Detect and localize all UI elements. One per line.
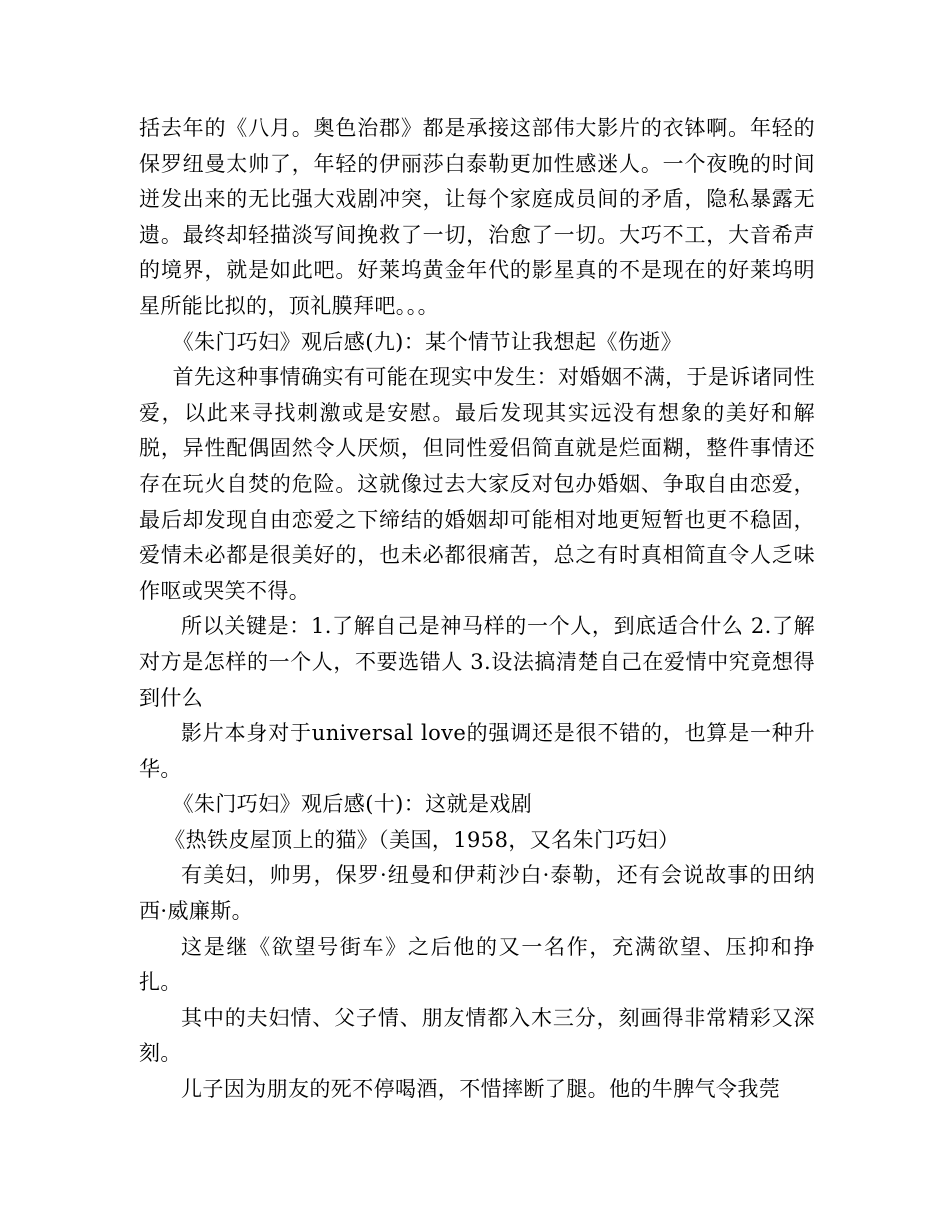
- paragraph-1: 括去年的《八月。奥色治郡》都是承接这部伟大影片的衣钵啊。年轻的保罗纽曼太帅了，年轻的伊丽莎白泰勒更加性感迷人。一个夜晚的时间迸发出来的无比强大戏剧冲突，让每个家庭成员间的矛盾，隐私暴露无遗。最终却轻描淡写间挽救了一切，治愈了一切。大巧不工，大音希声的境界，就是如此吧。好莱坞黄金年代的影星真的不是现在的好莱坞明星所能比拟的，顶礼膜拜吧。。。: [139, 116, 815, 318]
- paragraph-5: 影片本身对于universal love的强调还是很不错的，也算是一种升华。: [139, 721, 815, 781]
- paragraph-10: 其中的夫妇情、父子情、朋友情都入木三分，刻画得非常精彩又深刻。: [139, 1005, 815, 1066]
- section-heading-10: 《朱门巧妇》观后感(十)：这就是戏剧: [172, 792, 533, 817]
- section-heading-9: 《朱门巧妇》观后感(九)：某个情节让我想起《伤逝》: [172, 329, 682, 354]
- paragraph-4: 所以关键是：1.了解自己是神马样的一个人，到底适合什么 2.了解对方是怎样的一个人，不要选错人 3.设法搞清楚自己在爱情中究竟想得到什么: [139, 614, 815, 710]
- paragraph-9: 这是继《欲望号街车》之后他的又一名作，充满欲望、压抑和挣扎。: [139, 934, 815, 995]
- paragraph-11: 儿子因为朋友的死不停喝酒，不惜摔断了腿。他的牛脾气令我莞: [181, 1077, 781, 1102]
- document-body: [139, 111, 815, 1108]
- paragraph-3: 首先这种事情确实有可能在现实中发生：对婚姻不满，于是诉诸同性爱，以此来寻找刺激或是安慰。最后发现其实远没有想象的美好和解脱，异性配偶固然令人厌烦，但同性爱侣简直就是烂面糊，整件事情还存在玩火自焚的危险。这就像过去大家反对包办婚姻、争取自由恋爱，最后却发现自由恋爱之下缔结的婚姻却可能相对地更短暂也更不稳固，爱情未必都是很美好的，也未必都很痛苦，总之有时真相简直令人乏味作呕或哭笑不得。: [139, 365, 815, 603]
- paragraph-8: 有美妇，帅男，保罗·纽曼和伊莉沙白·泰勒，还有会说故事的田纳西·威廉斯。: [139, 863, 815, 924]
- paragraph-7: 《热铁皮屋顶上的猫》（美国，1958，又名朱门巧妇）: [164, 827, 680, 852]
